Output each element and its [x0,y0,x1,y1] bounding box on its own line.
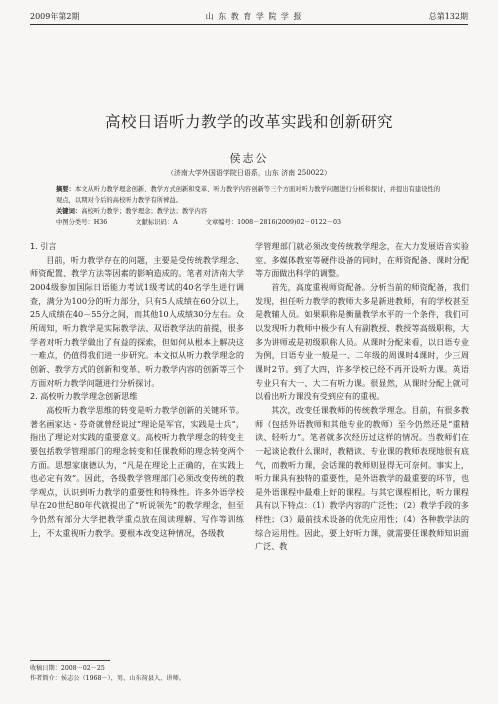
classification-line [56,217,446,228]
clc-number: 中图分类号：H36 [56,219,108,226]
article-number: 文章编号：1008－2816(2009)02－0122－03 [205,219,342,226]
document-code: 文献标识码：A [135,219,178,226]
body-paragraph: 首先，高度重视师资配备。分析当前的师资配备，我们发现，担任听力教学的教师大多是新进教师，有的学校甚至是教辅人员。如果职称是衡量教学水平的一个条件，我们可以发现听力教师中极少有人有副教授、教授等高级职称，大多为讲师或是初级职称人员。从课时分配来看，以日语专业为例，日语专业一般是一、二年级的周课时4课时，少三周课时2节。到了大四，许多学校已经不再开设听力课。英语专业只有大一、大二有听力课。很显然，从课时分配上就可以看出听力课没有受到应有的重视。 [255,281,469,402]
author-name: 侯志公 [229,152,269,165]
abstract-block [56,184,446,228]
section-heading-concept: 2. 高校听力教学理念创新思维 [30,391,138,402]
left-column [30,240,244,540]
author-affiliation: （济南大学外国语学院日语系，山东 济南 250022） [166,169,332,177]
issue-label: 2009年第2期 [30,12,80,21]
journal-name: 山 东 教 育 学 院 学 报 [205,12,303,21]
keywords [56,206,446,217]
footnote-rule [30,660,110,661]
article-title: 高校日语听力教学的改革实践和创新研究 [104,113,393,131]
received-date: 收稿日期：2008－02－25 [30,665,105,672]
author-bio: 作者简介：侯志公（1968－），男，山东荷县人，讲师。 [30,675,185,682]
body-paragraph: 目前，听力教学存在的问题，主要是受传统教学理念、师资配置、教学方法等因素的影响造成的。笔者对济南大学2004级参加国际日语能力考试1级考试的40名学生进行调查，满分为100分的听力部分，只有5人成绩在60分以上，25人成绩在40－55分之间，而其他10人成绩30分左右。众所周知，听力教学是实际教学法、双语教学法的前提，很多学者对听力教学做出了有益的探索，但如何从根本上解决这一难点，仍值得我们进一步研究。本文拟从听力教学理念的创新、教学方式的创新和变革、听力教学内容的创新等三个方面对听力教学问题进行分析探讨。 [30,254,244,388]
section-heading-intro: 1. 引言 [30,241,57,251]
running-header [30,8,468,22]
body-paragraph: 高校听力教学思维的转变是听力教学创新的关键环节。著名画家达・芬奇就曾经说过“理论是军官，实践是士兵”，指出了理论对实践的重要意义。高校听力教学理念的转变主要包括教学管理部门的理念转变和任课教师的理念转变两个方面。思想家康德认为，“凡是在理论上正确的，在实践上也必定有效”。因此，各级教学管理部门必须改变传统的教学观点，认识到听力教学的重要性和特殊性。许多外语学校早在20世纪80年代就提出了“听说领先”的教学理念，但至今仍然有部分大学把教学重点放在阅读理解、写作等训练上，不太重视听力教学。要根本改变这种情况，各级教 [30,404,244,538]
abstract-label: 摘要： [56,186,75,193]
body-paragraph: 其次，改变任课教师的传统教学理念。目前，有很多教师（包括外语教师和其他专业的教师）至今仍然还是“重精读、轻听力”。笔者就多次经历过这样的情况。当教师们在一起谈论教什么课时，教精读、专业课的教师表现地很有底气，而教听力课，会话课的教师则显得无可奈何。事实上，听力课具有独特的重要性，是外语教学的最重要的环节，也是外语课程中最难上好的课程。与其它课程相比，听力课程具有以下特点：（1）教学内容的广泛性；（2）教学手段的多样性；（3）最前技术设备的优先应用性；（4）各种教学法的综合运用性。因此，要上好听力课，就需要任课教师知识面广泛、教 [255,404,469,552]
abstract [56,184,446,206]
right-column [255,240,469,554]
abstract-text: 本文从听力教学理念创新、教学方式创新和变革、听力教学内容创新等三个方面对听力教学问题进行分析和探讨，并提出有建设性的观点，以期对今后的高校听力教学有所裨益。 [56,186,441,204]
body-paragraph: 学管理部门就必须改变传统教学理念，在大力发展语音实验室、多媒体教室等硬件设备的同时，在师资配备、课时分配等方面做出科学的调整。 [255,241,469,279]
header-rule [30,24,468,25]
keywords-text: 高校听力教学；教学理念；教学法；教学内容 [81,208,208,215]
footnotes [30,664,250,684]
total-issue-label: 总第132期 [428,12,468,21]
keywords-label: 关键词： [56,208,82,215]
